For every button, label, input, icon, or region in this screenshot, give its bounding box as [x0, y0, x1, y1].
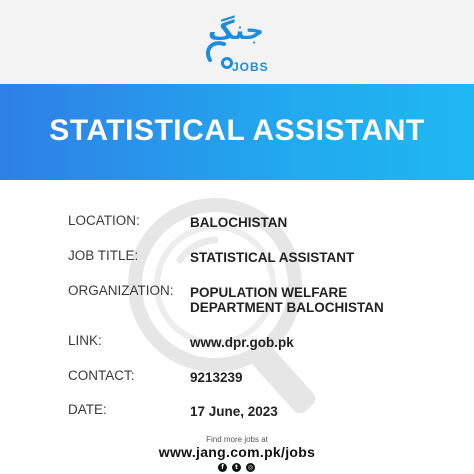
detail-value: STATISTICAL ASSISTANT: [190, 250, 355, 265]
logo-jobs-word: JOBS: [232, 60, 269, 74]
facebook-icon[interactable]: f: [218, 463, 227, 472]
banner-title: STATISTICAL ASSISTANT: [49, 114, 425, 147]
detail-value: 17 June, 2023: [190, 404, 278, 419]
detail-value: 9213239: [190, 370, 243, 385]
footer-url-link[interactable]: www.jang.com.pk/jobs: [158, 444, 316, 460]
detail-label: JOB TITLE:: [68, 248, 139, 263]
social-links: [218, 463, 258, 473]
detail-value: POPULATION WELFARE DEPARTMENT BALOCHISTAN: [190, 285, 384, 315]
footer: [0, 430, 474, 474]
instagram-icon[interactable]: ◎: [247, 464, 254, 471]
detail-label: CONTACT:: [68, 368, 135, 383]
detail-label: LOCATION:: [68, 213, 140, 228]
title-banner: [0, 84, 474, 180]
footer-caption: Find more jobs at: [206, 435, 268, 444]
jang-jobs-logo: [0, 10, 474, 72]
twitter-icon[interactable]: t: [232, 463, 241, 472]
detail-link[interactable]: www.dpr.gob.pk: [190, 335, 294, 350]
logo-urdu-text: جنگ: [208, 16, 264, 46]
detail-label: ORGANIZATION:: [68, 283, 174, 298]
detail-label: LINK:: [68, 333, 102, 348]
detail-label: DATE:: [68, 402, 107, 417]
detail-value: BALOCHISTAN: [190, 215, 288, 230]
